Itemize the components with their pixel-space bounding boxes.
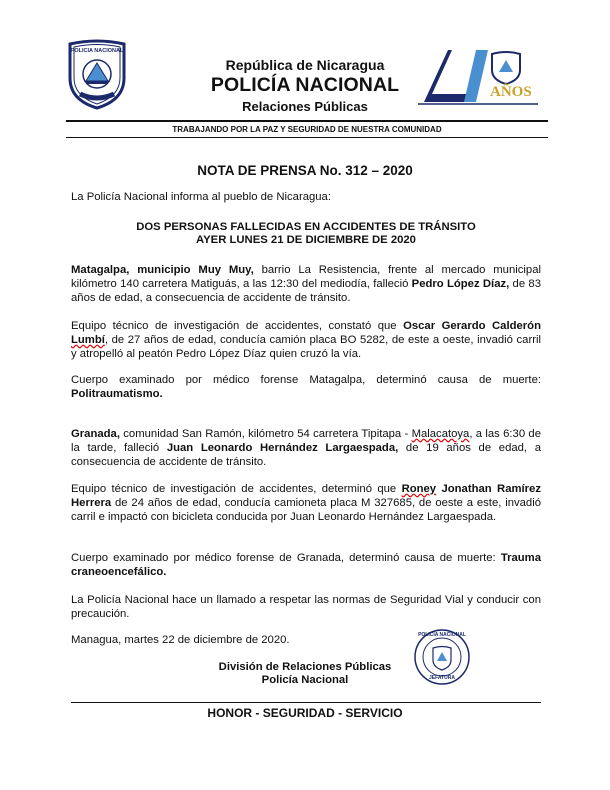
- footer-motto: HONOR - SEGURIDAD - SERVICIO: [207, 706, 403, 720]
- anniversary-label: AÑOS: [490, 84, 532, 100]
- press-release-title: NOTA DE PRENSA No. 312 – 2020: [197, 163, 413, 178]
- country-name: República de Nicaragua: [225, 57, 385, 73]
- logo-caption: POLICIA NACIONAL: [70, 48, 124, 54]
- closing-paragraph: La Policía Nacional hace un llamado a respetar las normas de Seguridad Vial y conducir con precaución.: [71, 594, 541, 620]
- case2-paragraph-1: Granada, comunidad San Ramón, kilómetro 54 carretera Tipitapa - Malacatoya, a las 6:30 de la tarde, falleció Juan Leonardo Hernández Largaespada, de 19 años de edad, a consecuencia de accidente de tránsito.: [71, 428, 541, 468]
- signature-line-2: Policía Nacional: [261, 674, 349, 686]
- footer-rule: [71, 702, 541, 703]
- agency-name: POLICÍA NACIONAL: [210, 74, 400, 96]
- anniversary-41-logo: [418, 44, 542, 112]
- department-name: Relaciones Públicas: [242, 99, 368, 114]
- official-seal: [413, 628, 471, 686]
- headline-line-1: DOS PERSONAS FALLECIDAS EN ACCIDENTES DE TRÁNSITO: [136, 221, 476, 233]
- intro-paragraph: La Policía Nacional informa al pueblo de Nicaragua:: [71, 191, 331, 203]
- letterhead: [185, 57, 425, 114]
- signature-block: [180, 661, 430, 687]
- case1-paragraph-1: Matagalpa, municipio Muy Muy, barrio La Resistencia, frente al mercado municipal kilómetro 140 carretera Matiguás, a las 12:30 del mediodía, falleció Pedro López Díaz, de 83 años de edad, a consecuencia de accidente de tránsito.: [71, 264, 541, 304]
- motto: TRABAJANDO POR LA PAZ Y SEGURIDAD DE NUESTRA COMUNIDAD: [172, 125, 442, 134]
- signature-line-1: División de Relaciones Públicas: [218, 661, 392, 673]
- case1-paragraph-2: Equipo técnico de investigación de accidentes, constató que Oscar Gerardo Calderón Lumbí, de 27 años de edad, conducía camión placa BO 5282, de este a oeste, invadió carril y atropelló al peatón Pedro López Díaz quien cruzó la vía.: [71, 320, 541, 360]
- headline: [71, 221, 541, 247]
- dateline: Managua, martes 22 de diciembre de 2020.: [71, 634, 290, 646]
- case2-paragraph-3: Cuerpo examinado por médico forense de Granada, determinó causa de muerte: Trauma craneoencefálico.: [71, 552, 541, 578]
- seal-text-top: POLICIA NACIONAL: [418, 632, 466, 638]
- case2-paragraph-2: Equipo técnico de investigación de accidentes, determinó que Roney Jonathan Ramírez Herrera de 24 años de edad, conducía camioneta placa M 327685, de oeste a este, invadió carril e impactó con bicicleta conducida por Juan Leonardo Hernández Largaespada.: [71, 483, 541, 523]
- seal-text-bottom: JEFATURA: [428, 675, 456, 681]
- header-rule-bottom: [66, 137, 548, 138]
- case1-paragraph-3: Cuerpo examinado por médico forense Matagalpa, determinó causa de muerte: Politraumatismo.: [71, 374, 541, 400]
- header-rule-top: [66, 120, 548, 122]
- headline-line-2: AYER LUNES 21 DE DICIEMBRE DE 2020: [196, 234, 416, 246]
